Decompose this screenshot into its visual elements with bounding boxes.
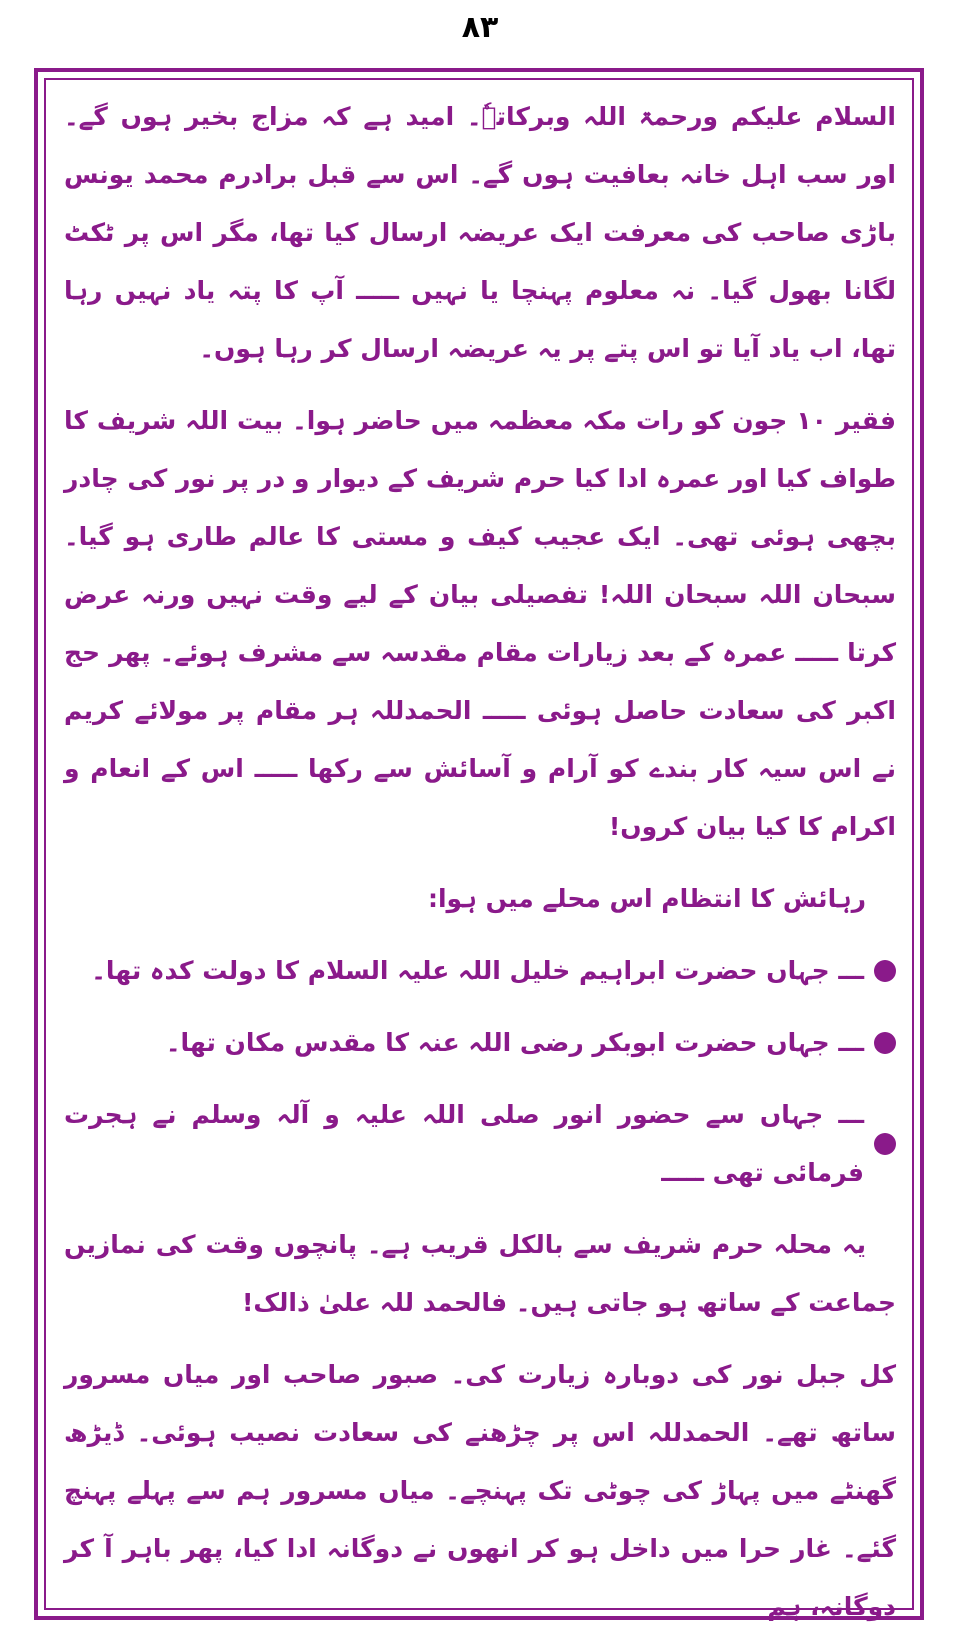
list-item-text: ـــ جہاں حضرت ابراہیم خلیل اللہ علیہ السلام کا دولت کدہ تھا۔ bbox=[91, 956, 864, 985]
paragraph-jabal-noor: کل جبل نور کی دوبارہ زیارت کی۔ صبور صاحب اور میاں مسرور ساتھ تھے۔ الحمدللہ اس پر چڑھنے کی سعادت نصیب ہوئی۔ ڈیڑھ گھنٹے میں پہاڑ کی چوٹی تک پہنچے۔ میاں مسرور ہم سے پہلے پہنچ گئے۔ غار حرا میں داخل ہو کر انھوں نے دوگانہ ادا کیا، پھر باہر آ کر دوگانہ، ہم bbox=[64, 1360, 896, 1621]
list-item bbox=[64, 942, 896, 1000]
list-item bbox=[64, 1014, 896, 1072]
page-number: ۸۳ bbox=[461, 10, 499, 45]
list-item-text: ـــ جہاں حضرت ابوبکر رضی اللہ عنہ کا مقدس مکان تھا۔ bbox=[165, 1028, 864, 1057]
paragraph-residence: رہائش کا انتظام اس محلے میں ہوا: bbox=[427, 884, 866, 913]
paragraph-greeting: السلام علیکم ورحمۃ اللہ وبرکاتہٗ۔ امید ہے کہ مزاج بخیر ہوں گے۔ اور سب اہل خانہ بعافیت ہوں گے۔ اس سے قبل برادرم محمد یونس باڑی صاحب کی معرفت ایک عریضہ ارسال کیا تھا، مگر اس پر ٹکٹ لگانا بھول گیا۔ نہ معلوم پہنچا یا نہیں ـــــ آپ کا پتہ یاد نہیں رہا تھا، اب یاد آیا تو اس پتے پر یہ عریضہ ارسال کر رہا ہوں۔ bbox=[64, 102, 896, 363]
bullet-icon bbox=[874, 960, 896, 982]
list-item-text: ـــ جہاں سے حضور انور صلی اللہ علیہ و آلہ وسلم نے ہجرت فرمائی تھی ـــــ bbox=[64, 1100, 864, 1187]
bullet-icon bbox=[874, 1032, 896, 1054]
paragraph-neighborhood: یہ محلہ حرم شریف سے بالکل قریب ہے۔ پانچوں وقت کی نمازیں جماعت کے ساتھ ہو جاتی ہیں۔ فالحمد للہ علیٰ ذالک! bbox=[64, 1230, 896, 1317]
list-item bbox=[64, 1086, 896, 1202]
letter-body bbox=[64, 88, 896, 1636]
bullet-icon bbox=[874, 1133, 896, 1155]
paragraph-journey: فقیر ۱۰ جون کو رات مکہ معظمہ میں حاضر ہوا۔ بیت اللہ شریف کا طواف کیا اور عمرہ ادا کیا حرم شریف کے دیوار و در پر نور کی چادر بچھی ہوئی تھی۔ ایک عجیب کیف و مستی کا عالم طاری ہو گیا۔ سبحان اللہ سبحان اللہ! تفصیلی بیان کے لیے وقت نہیں ورنہ عرض کرتا ـــــ عمرہ کے بعد زیارات مقام مقدسہ سے مشرف ہوئے۔ پھر حج اکبر کی سعادت حاصل ہوئی ـــــ الحمدللہ ہر مقام پر مولائے کریم نے اس سیہ کار بندے کو آرام و آسائش سے رکھا ـــــ اس کے انعام و اکرام کا کیا بیان کروں! bbox=[64, 406, 896, 841]
